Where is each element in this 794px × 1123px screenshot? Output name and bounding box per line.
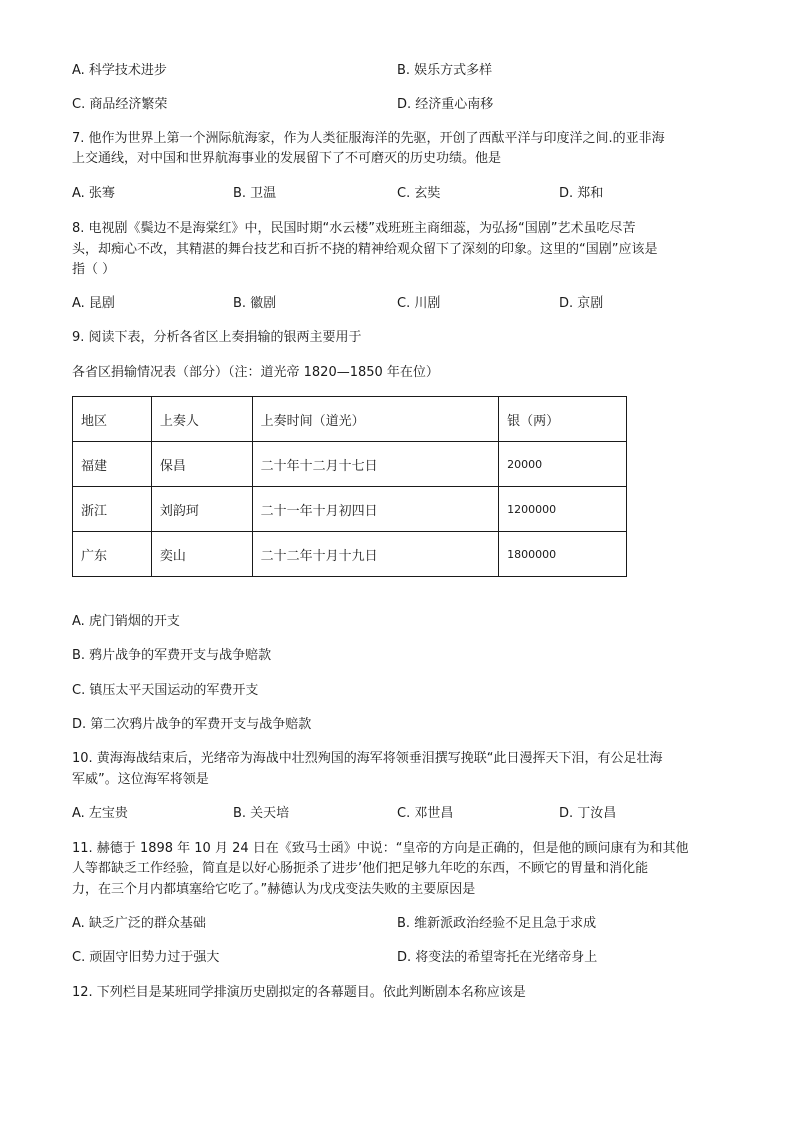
table-row xyxy=(73,442,627,487)
table-cell: 广东 xyxy=(73,532,152,577)
q6-option-b: B. 娱乐方式多样 xyxy=(397,63,493,78)
q12-stem: 12. 下列栏目是某班同学排演历史剧拟定的各幕题目。依此判断剧本名称应该是 xyxy=(72,985,526,1000)
table-cell: 保昌 xyxy=(151,442,252,487)
q6-option-c: C. 商品经济繁荣 xyxy=(72,97,168,112)
donation-table xyxy=(72,396,627,577)
q10-option-b: B. 关天培 xyxy=(233,806,290,821)
table-cell: 福建 xyxy=(73,442,152,487)
table-header-cell: 银（两） xyxy=(499,397,627,442)
q11-option-d: D. 将变法的希望寄托在光绪帝身上 xyxy=(397,950,598,965)
table-cell: 20000 xyxy=(499,442,627,487)
q9-option-b: B. 鸦片战争的军费开支与战争赔款 xyxy=(72,648,272,663)
q10-stem-line1: 10. 黄海海战结束后，光绪帝为海战中壮烈殉国的海军将领垂泪撰写挽联“此日漫挥天下泪，有公足壮海 xyxy=(72,751,663,766)
table-cell: 浙江 xyxy=(73,487,152,532)
q7-option-d: D. 郑和 xyxy=(559,186,604,201)
table-header-row xyxy=(73,397,627,442)
q9-option-d: D. 第二次鸦片战争的军费开支与战争赔款 xyxy=(72,717,312,732)
q7-option-a: A. 张骞 xyxy=(72,186,115,201)
q10-option-d: D. 丁汝昌 xyxy=(559,806,617,821)
q10-option-a: A. 左宝贵 xyxy=(72,806,128,821)
q8-option-c: C. 川剧 xyxy=(397,296,441,311)
table-cell: 刘韵珂 xyxy=(151,487,252,532)
q6-option-a: A. 科学技术进步 xyxy=(72,63,167,78)
table-row xyxy=(73,487,627,532)
q11-option-c: C. 顽固守旧势力过于强大 xyxy=(72,950,220,965)
q10-option-c: C. 邓世昌 xyxy=(397,806,454,821)
q9-option-a: A. 虎门销烟的开支 xyxy=(72,614,180,629)
table-row xyxy=(73,532,627,577)
q8-stem-line1: 8. 电视剧《鬓边不是海棠红》中，民国时期“水云楼”戏班班主商细蕊，为弘扬“国剧”艺术虽吃尽苦 xyxy=(72,221,636,236)
q9-option-c: C. 镇压太平天国运动的军费开支 xyxy=(72,683,259,698)
q7-option-c: C. 玄奘 xyxy=(397,186,441,201)
q11-stem-line3: 力，在三个月内都填塞给它吃了。”赫德认为戊戌变法失败的主要原因是 xyxy=(72,882,476,897)
q10-stem-line2: 军威”。这位海军将领是 xyxy=(72,772,209,787)
q8-option-a: A. 昆剧 xyxy=(72,296,115,311)
q11-stem-line2: 人等都缺乏工作经验，简直是以好心肠扼杀了进步’他们把足够九年吃的东西，不顾它的胃量和消化能 xyxy=(72,861,649,876)
q8-option-d: D. 京剧 xyxy=(559,296,604,311)
table-header-cell: 上奏人 xyxy=(151,397,252,442)
q7-option-b: B. 卫温 xyxy=(233,186,277,201)
table-cell: 奕山 xyxy=(151,532,252,577)
table-cell: 二十二年十月十九日 xyxy=(252,532,498,577)
q11-option-b: B. 维新派政治经验不足且急于求成 xyxy=(397,916,597,931)
table-header-cell: 地区 xyxy=(73,397,152,442)
q6-option-d: D. 经济重心南移 xyxy=(397,97,494,112)
q8-stem-line2: 头，却痴心不改，其精湛的舞台技艺和百折不挠的精神给观众留下了深刻的印象。这里的“国剧”应该是 xyxy=(72,242,658,257)
q7-stem-line2: 上交通线，对中国和世界航海事业的发展留下了不可磨灭的历史功绩。他是 xyxy=(72,151,502,166)
q8-stem-line3: 指（ ） xyxy=(72,262,116,277)
q9-stem: 9. 阅读下表，分析各省区上奏捐输的银两主要用于 xyxy=(72,330,362,345)
table-cell: 1200000 xyxy=(499,487,627,532)
table-cell: 二十一年十月初四日 xyxy=(252,487,498,532)
q9-table-caption: 各省区捐输情况表（部分）（注：道光帝 1820—1850 年在位） xyxy=(72,365,439,380)
q11-option-a: A. 缺乏广泛的群众基础 xyxy=(72,916,206,931)
q7-stem-line1: 7. 他作为世界上第一个洲际航海家，作为人类征服海洋的先驱，开创了西酞平洋与印度洋之间.的亚非海 xyxy=(72,131,665,146)
q11-stem-line1: 11. 赫德于 1898 年 10 月 24 日在《致马士函》中说：“皇帝的方向是正确的，但是他的顾问康有为和其他 xyxy=(72,841,689,856)
table-cell: 二十年十二月十七日 xyxy=(252,442,498,487)
q8-option-b: B. 徽剧 xyxy=(233,296,277,311)
table-header-cell: 上奏时间（道光） xyxy=(252,397,498,442)
table-cell: 1800000 xyxy=(499,532,627,577)
